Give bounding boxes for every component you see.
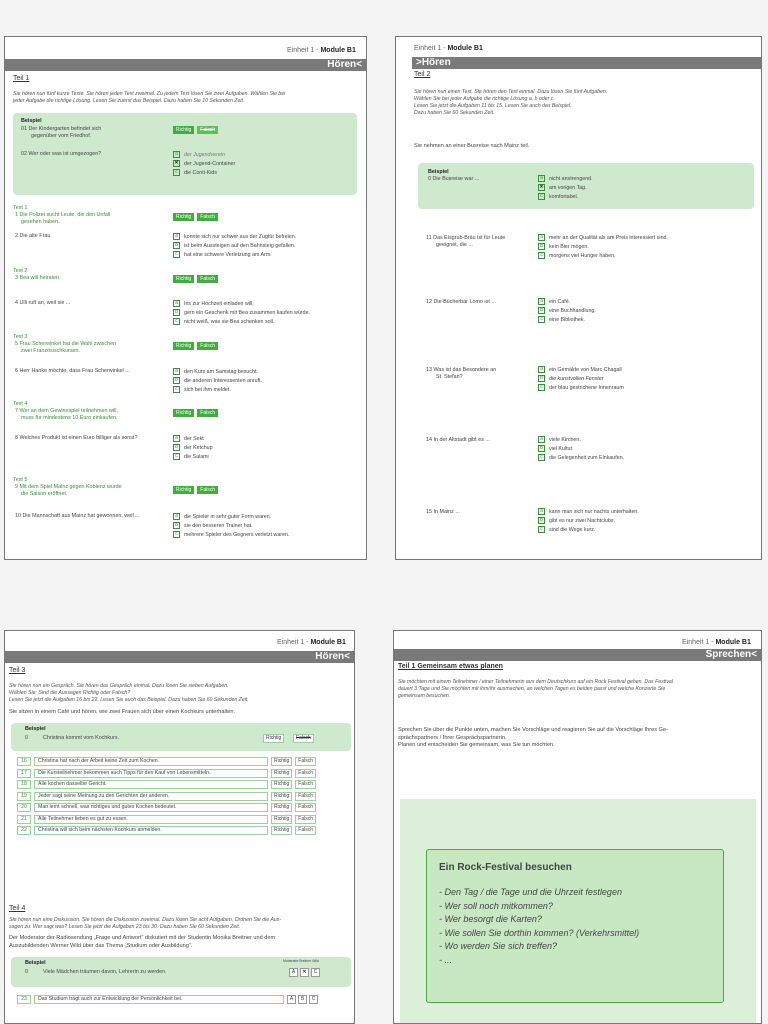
option-text: mehr an der Qualität als am Preis interessiert sind.	[549, 234, 668, 241]
falsch-badge: Falsch	[197, 275, 218, 283]
option-letter: a	[173, 513, 180, 520]
unit-header: Einheit 1 - Module B1	[414, 45, 483, 52]
row-statement: Jeder sagt seine Meinung zu den Gerichten der anderen.	[34, 792, 268, 801]
table-row	[17, 803, 319, 812]
option-letter: a	[173, 300, 180, 307]
option-text: sie den besseren Trainer hat.	[184, 522, 253, 529]
option-letter: c	[538, 316, 545, 323]
option-text: die Conti-Kids	[184, 169, 217, 176]
question: 2 Die alte Frau	[15, 233, 51, 239]
falsch-crossed-badge: Falsch	[197, 126, 218, 134]
row-number: 21	[17, 815, 31, 824]
section-bar: Hören<	[5, 651, 354, 663]
example-box-teil-3	[11, 723, 351, 751]
statement: 9 Mit dem Spiel Mainz gegen Koblenz wurde die Saison eröffnet.	[15, 484, 122, 497]
option-text: viel Kultur.	[549, 445, 574, 452]
option-crossed: ✕	[174, 160, 179, 166]
option-letter: c	[538, 252, 545, 259]
option-letter: b	[538, 517, 545, 524]
richtig-badge: Richtig	[173, 126, 194, 134]
options	[538, 507, 639, 534]
abc-boxes	[289, 968, 320, 977]
situation-teil-4: Der Moderator der Radiosendung „Frage und Antwort“ diskutiert mit der Studentin Monika Breitner und dem Auszubildenden Werner Wild über das Thema „Studium oder Ausbildung“.	[9, 935, 276, 949]
question: 10 Die Mannschaft aus Mainz hat gewonnen, weil ...	[15, 513, 140, 519]
option-letter: b	[538, 307, 545, 314]
option-letter: a	[538, 366, 545, 373]
richtig-badge: Richtig	[173, 213, 194, 221]
option-text: nicht weiß, was sie Bea schenken soll.	[184, 318, 275, 325]
falsch-badge: Falsch	[197, 342, 218, 350]
falsch-crossed-box: Falsch	[293, 734, 314, 743]
richtig-box: Richtig	[271, 769, 292, 778]
box-b-crossed: ✕	[300, 968, 309, 977]
example-box-teil-4	[11, 957, 351, 987]
richtig-badge: Richtig	[173, 486, 194, 494]
option-text: der Ketchup	[184, 444, 213, 451]
list-item: - Wo werden Sie sich treffen?	[439, 941, 558, 951]
statement-table	[17, 757, 319, 838]
option-letter: c	[173, 453, 180, 460]
option-text: mehrere Spieler des Gegners verletzt waren.	[184, 531, 290, 538]
option-letter: b	[173, 522, 180, 529]
richtig-box: Richtig	[271, 803, 292, 812]
question: 14 In der Altstadt gibt es ...	[426, 437, 490, 443]
option-letter: c	[173, 386, 180, 393]
option-text: sind die Wege kurz.	[549, 526, 596, 533]
richtig-box: Richtig	[271, 757, 292, 766]
row-statement: Man lernt schnell, was richtiges und gutes Kochen bedeutet.	[34, 803, 268, 812]
example-label: Beispiel	[25, 726, 46, 732]
row-number: 17	[17, 769, 31, 778]
option-letter: b	[173, 309, 180, 316]
option-letter: b	[173, 242, 180, 249]
teil-4-table	[17, 995, 318, 1007]
teil-heading: Teil 1 Gemeinsam etwas planen	[398, 663, 503, 670]
option-text: kann man sich nur nachts unterhalten.	[549, 508, 639, 515]
option-text: hat eine schwere Verletzung am Arm.	[184, 251, 272, 258]
falsch-box: Falsch	[295, 769, 316, 778]
option-text: die anderen Interessenten anruft.	[184, 377, 263, 384]
option-letter: a	[538, 436, 545, 443]
option-text: die Spieler in sehr guter Form waren.	[184, 513, 272, 520]
option-text: die kunstvollen Fenster	[549, 375, 604, 382]
option-text: ein Café.	[549, 298, 571, 305]
example-question-2: 02 Wer oder was ist umgezogen?	[21, 151, 102, 157]
option-letter: b	[173, 377, 180, 384]
instructions: Sie hören nun einen Text. Sie hören den Text einmal. Dazu lösen Sie fünf Aufgaben. Wählen Sie bei jeder Aufgabe die richtige Lösung a, b oder c. Lesen Sie jetzt die Aufgaben 11 bis 15. Lesen Sie auch das Beispiel. Dazu haben Sie 60 Sekunden Zeit.	[414, 89, 608, 116]
box-b: B	[298, 995, 307, 1004]
option-text: ein Gemälde von Marc Chagall	[549, 366, 622, 373]
row-statement: Alle kochen dasselbe Gericht.	[34, 780, 268, 789]
worksheet-page-hoeren-teil-1	[4, 36, 367, 560]
text-label: Text 1	[13, 205, 28, 211]
unit-header: Einheit 1 - Module B1	[277, 639, 346, 646]
falsch-badge: Falsch	[197, 409, 218, 417]
table-row	[17, 815, 319, 824]
column-headers: Moderator Breitner Wild	[283, 959, 319, 963]
example-options	[538, 174, 593, 201]
option-text: ist beim Aussteigen auf den Bahnsteig gefallen.	[184, 242, 296, 249]
example-label: Beispiel	[25, 960, 46, 966]
list-item: - ...	[439, 954, 452, 965]
richtig-falsch	[173, 342, 218, 350]
question: 12 Die Bücherbar Lomo ist ...	[426, 299, 496, 305]
question: 11 Das Eisgrub-Bräu ist für Leute geeignet, die ...	[426, 235, 506, 248]
option-text: der Sekt	[184, 435, 204, 442]
example-options	[173, 150, 235, 177]
option-letter: a	[538, 175, 545, 182]
row-number: 22	[17, 826, 31, 835]
row-statement: Christina hat nach der Arbeit keine Zeit zum Kochen.	[34, 757, 268, 766]
falsch-box: Falsch	[295, 792, 316, 801]
option-letter: a	[173, 151, 180, 158]
statement: 3 Bea will heiraten.	[15, 275, 61, 281]
worksheet-page-hoeren-teil-2	[395, 36, 762, 560]
option-letter: c	[538, 454, 545, 461]
option-text: eine Buchhandlung.	[549, 307, 596, 314]
option-letter: a	[538, 234, 545, 241]
example-label: Beispiel	[428, 169, 449, 175]
row-number: 16	[17, 757, 31, 766]
table-row	[17, 995, 318, 1004]
options	[173, 367, 262, 394]
options	[538, 435, 624, 462]
question: 13 Was ist das Besondere an St. Stefan?	[426, 367, 497, 380]
richtig-badge: Richtig	[173, 409, 194, 417]
option-letter: c	[173, 318, 180, 325]
situation-teil-3: Sie sitzen in einem Café und hören, wie zwei Frauen sich über einen Kochkurs unterhalten.	[9, 709, 236, 715]
falsch-box: Falsch	[295, 815, 316, 824]
instructions: Sie hören nun fünf kurze Texte. Sie hören jeden Text zweimal. Zu jedem Text lösen Sie zwei Aufgaben. Wählen Sie bei jeder Aufgabe die richtige Lösung. Lesen Sie zuerst das Beispiel. Dazu haben Sie 10 Sekunden Zeit.	[13, 91, 286, 104]
example-question-1: 01 Der Kindergarten befindet sich gegenüber vom Friedhof.	[21, 126, 102, 139]
richtig-box: Richtig	[271, 826, 292, 835]
teil-heading: Teil 2	[414, 71, 431, 78]
falsch-box: Falsch	[295, 803, 316, 812]
row-statement: Alle Teilnehmer lieben es gut zu essen.	[34, 815, 268, 824]
box-a: A	[289, 968, 298, 977]
falsch-badge: Falsch	[197, 213, 218, 221]
option-letter: c	[173, 169, 180, 176]
question: 8 Welches Produkt ist einen Euro billiger als sonst?	[15, 435, 138, 441]
option-letter: a	[173, 435, 180, 442]
list-item: - Den Tag / die Tage und die Uhrzeit festlegen	[439, 887, 622, 897]
falsch-badge: Falsch	[197, 486, 218, 494]
options	[173, 512, 289, 539]
example-label: Beispiel	[21, 118, 42, 124]
example-number: 0	[25, 735, 28, 741]
falsch-box: Falsch	[295, 826, 316, 835]
teil-heading: Teil 1	[13, 75, 30, 82]
options	[538, 297, 596, 324]
teil-4-heading: Teil 4	[9, 905, 26, 912]
question: 15 In Mainz ...	[426, 509, 460, 515]
falsch-box: Falsch	[295, 757, 316, 766]
example-statement: Viele Mädchen träumen davon, Lehrerin zu werden.	[43, 969, 167, 975]
table-row	[17, 780, 319, 789]
text-label: Text 4	[13, 401, 28, 407]
worksheet-page-hoeren-teil-3-4	[4, 630, 355, 1024]
section-bar: Sprechen<	[394, 649, 761, 661]
option-letter: c	[173, 251, 180, 258]
abc-boxes	[287, 995, 318, 1004]
option-text: konnte sich nur schwer aus der Zugtür befreien.	[184, 233, 297, 240]
richtig-falsch	[173, 213, 218, 221]
card-list	[439, 886, 639, 967]
falsch-box: Falsch	[295, 780, 316, 789]
richtig-falsch	[173, 275, 218, 283]
option-letter: b	[538, 445, 545, 452]
table-row	[17, 769, 319, 778]
option-text: morgens viel Hunger haben.	[549, 252, 616, 259]
option-text: komfortabel.	[549, 193, 579, 200]
option-text: gibt es nur zwei Nachtclubs.	[549, 517, 615, 524]
option-text: der Jugend-Container	[184, 160, 236, 167]
option-text: viele Kirchen.	[549, 436, 581, 443]
row-statement: Das Studium trägt auch zur Entwicklung der Persönlichkeit bei.	[34, 995, 284, 1004]
section-bar: >Hören	[412, 57, 761, 69]
statement: 7 Wer an dem Gewinnspiel teilnehmen will, muss für mindestens 10 Euro einkaufen.	[15, 408, 118, 421]
text-label: Text 3	[13, 334, 28, 340]
richtig-falsch	[173, 409, 218, 417]
option-letter: a	[173, 233, 180, 240]
list-item: - Wer besorgt die Karten?	[439, 914, 542, 924]
option-letter: c	[538, 384, 545, 391]
box-c: C	[311, 968, 320, 977]
worksheet-page-sprechen-teil-1	[393, 630, 762, 1024]
option-text: kein Bier mögen.	[549, 243, 589, 250]
row-number: 23	[17, 995, 31, 1004]
example-richtig-falsch	[173, 126, 218, 134]
option-text: sich bei ihm meldet.	[184, 386, 231, 393]
row-number: 18	[17, 780, 31, 789]
richtig-box: Richtig	[271, 815, 292, 824]
options	[173, 299, 310, 326]
instructions-teil-3: Sie hören nun ein Gespräch. Sie hören das Gespräch einmal. Dazu lösen Sie sieben Aufgaben. Wählen Sie: Sind die Aussagen Richtig oder Falsch? Lesen Sie jetzt die Aufgaben 16 bis 22. Lesen Sie auch das Beispiel. Dazu haben Sie 60 Sekunden Zeit.	[9, 683, 249, 703]
option-text: Iris zur Hochzeit einladen will.	[184, 300, 254, 307]
unit-header: Einheit 1 - Module B1	[287, 47, 356, 54]
example-number: 0	[25, 969, 28, 975]
option-text: die Salami	[184, 453, 209, 460]
option-letter: a	[538, 298, 545, 305]
option-letter: b	[538, 375, 545, 382]
instructions: Sie möchten mit einem Teilnehmer / einer Teilnehmerin aus dem Deutschkurs auf ein Rock Festival gehen. Das Festival dauert 3 Tage und Sie möchten mit ihm/ihr ausmachen, an welchen Tagen es beiden passt und welche Konzerte Sie gemeinsam besuchen.	[398, 679, 673, 699]
option-letter: b	[173, 444, 180, 451]
box-a: A	[287, 995, 296, 1004]
richtig-box: Richtig	[271, 792, 292, 801]
task-card	[426, 849, 724, 1003]
row-statement: Die Kursteilnehmer bekommen auch Tipps für den Kauf von Lebensmitteln.	[34, 769, 268, 778]
table-row	[17, 792, 319, 801]
example-box	[418, 163, 754, 209]
options	[538, 233, 668, 260]
statement: 1 Die Polizei sucht Leute, die den Unfall gesehen haben.	[15, 212, 111, 225]
option-letter: c	[538, 193, 545, 200]
section-bar: Hören<	[5, 59, 366, 71]
example-box	[13, 113, 357, 195]
richtig-badge: Richtig	[173, 342, 194, 350]
richtig-badge: Richtig	[173, 275, 194, 283]
option-letter: a	[538, 508, 545, 515]
option-letter: c	[173, 531, 180, 538]
instructions-teil-4: Sie hören nun eine Diskussion. Sie hören die Diskussion zweimal. Dazu lösen Sie acht Aufgaben. Ordnen Sie die Aus- sagen zu: Wer sagt was? Lesen Sie jetzt die Aufgaben 23 bis 30. Dazu haben Sie 60 Sekunden Zeit.	[9, 917, 282, 930]
question: 6 Herr Hanke möchte, dass Frau Scherwinkel ...	[15, 368, 130, 374]
situation: Sie nehmen an einer Busreise nach Mainz teil.	[414, 143, 530, 149]
option-text: am vorigen Tag.	[549, 184, 587, 191]
option-text: der blau gestrichene Innenraum	[549, 384, 624, 391]
teil-3-heading: Teil 3	[9, 667, 26, 674]
question: 4 Ulli ruft an, weil sie ...	[15, 300, 71, 306]
option-text: eine Bibliothek.	[549, 316, 585, 323]
example-statement: Christina kommt vom Kochkurs.	[43, 735, 120, 741]
options	[173, 232, 296, 259]
options	[538, 365, 624, 392]
row-statement: Christina will sich beim nächsten Kochkurs anmelden.	[34, 826, 268, 835]
richtig-box: Richtig	[271, 780, 292, 789]
option-letter: a	[173, 368, 180, 375]
options	[173, 434, 213, 461]
richtig-box: Richtig	[263, 734, 284, 743]
option-text: die Gelegenheit zum Einkaufen.	[549, 454, 625, 461]
option-text: der Jugendverein	[184, 151, 225, 158]
card-title: Ein Rock-Festival besuchen	[439, 862, 572, 873]
richtig-falsch	[173, 486, 218, 494]
option-text: gern ein Geschenk mit Bea zusammen kaufen würde.	[184, 309, 311, 316]
statement: 5 Frau Scherwinkel hat die Wahl zwischen zwei Französischkursen.	[15, 341, 117, 354]
option-text: nicht anstrengend.	[549, 175, 593, 182]
box-c: C	[309, 995, 318, 1004]
text-label: Text 5	[13, 477, 28, 483]
example-question: 0 Die Busreise war ...	[428, 176, 480, 182]
list-item: - Wer soll noch mitkommen?	[439, 900, 553, 911]
list-item: - Wie sollen Sie dorthin kommen? (Verkehrsmittel)	[439, 927, 640, 938]
option-crossed: ✕	[539, 184, 544, 190]
option-text: den Kurs am Samstag besucht.	[184, 368, 258, 375]
unit-header: Einheit 1 - Module B1	[682, 639, 751, 646]
option-letter: c	[538, 526, 545, 533]
row-number: 20	[17, 803, 31, 812]
table-row	[17, 826, 319, 835]
row-number: 19	[17, 792, 31, 801]
task-text: Sprechen Sie über die Punkte unten, machen Sie Vorschläge und reagieren Sie auf die Vorschläge Ihres Ge- sprächspartners / Ihrer Gesprächspartnerin. Planen und entscheiden Sie gemeinsam, was Sie tun möchten.	[398, 727, 668, 748]
text-label: Text 2	[13, 268, 28, 274]
option-letter: b	[538, 243, 545, 250]
table-row	[17, 757, 319, 766]
